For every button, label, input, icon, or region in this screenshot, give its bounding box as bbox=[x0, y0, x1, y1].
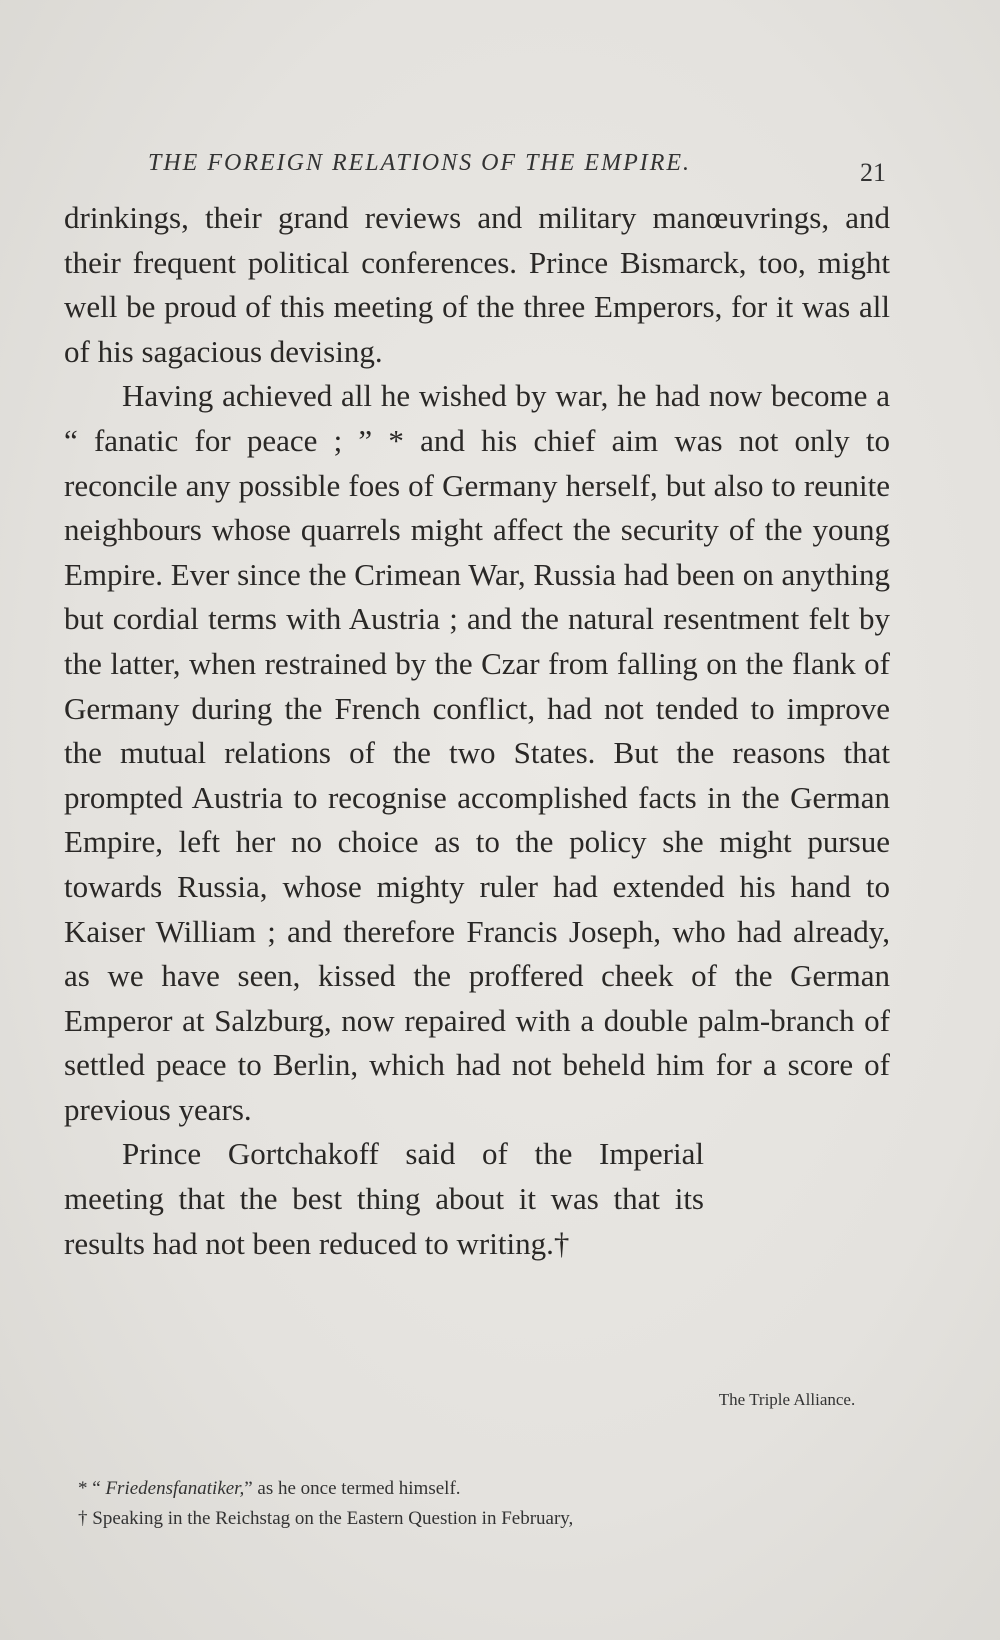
page-number: 21 bbox=[860, 158, 886, 187]
paragraph-continued: drinkings, their grand reviews and military manœuvrings, and their frequent political conferences. Prince Bismarck, too, might well be proud of this meeting of the three Emperors, for it was all of his sagacious devising. bbox=[64, 200, 890, 369]
paragraph: Prince Gortchakoff said of the Imperial meeting that the best thing about it was that its results had not been reduced to writing.† bbox=[64, 1136, 704, 1261]
footnote-marker: * “ bbox=[78, 1478, 106, 1499]
margin-sidenote: The Triple Alliance. bbox=[718, 1390, 856, 1409]
running-title: THE FOREIGN RELATIONS OF THE EMPIRE. bbox=[148, 150, 692, 176]
footnote bbox=[78, 1474, 878, 1504]
footnote-term: Friedensfanatiker, bbox=[105, 1478, 245, 1499]
footnote-marker: † bbox=[78, 1508, 93, 1529]
footnote-text: Speaking in the Reichstag on the Eastern Question in February, bbox=[92, 1508, 574, 1529]
footnote-text: ” as he once termed himself. bbox=[244, 1478, 461, 1499]
footnote bbox=[78, 1504, 878, 1534]
paragraph: Having achieved all he wished by war, he had now become a “ fanatic for peace ; ” * and his chief aim was not only to reconcile any possible foes of Germany herself, but also to reunite neighbours whose quarrels might affect the security of the young Empire. Ever since the Crimean War, Russia had been on anything but cordial terms with Austria ; and the natural resentment felt by the latter, when restrained by the Czar from falling on the flank of Germany during the French conflict, had not tended to improve the mutual relations of the two States. But the reasons that prompted Austria to recognise accomplished facts in the German Empire, left her no choice as to the policy she might pursue towards Russia, whose mighty ruler had extended his hand to Kaiser William ; and therefore Francis Joseph, who had already, as we have seen, kissed the proffered cheek of the German Emperor at Salzburg, now repaired with a double palm-branch of settled peace to Berlin, which had not beheld him for a score of previous years. bbox=[64, 378, 890, 1127]
body-text bbox=[64, 196, 890, 1266]
footnotes bbox=[78, 1474, 878, 1534]
